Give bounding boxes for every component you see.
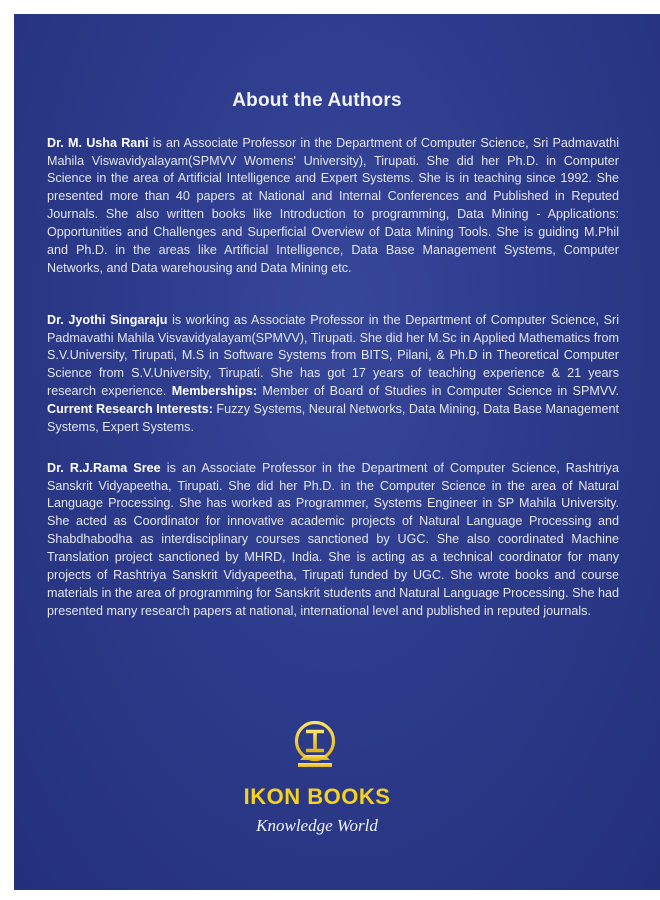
author-bio-1 bbox=[47, 135, 619, 278]
research-interests-text: Fuzzy Systems, Neural Networks, Data Mining, Data Base Management Systems, Expert Systems. bbox=[47, 402, 619, 435]
author-bio-2 bbox=[47, 312, 619, 437]
author-name: Dr. R.J.Rama Sree bbox=[47, 460, 161, 475]
back-cover bbox=[14, 14, 660, 890]
author-description: is working as Associate Professor in the Department of Computer Science, Sri Padmavathi Mahila Visvavidyalayam(SPMVV), Tirupati. She did her M.Sc in Applied Mathematics from S.V.University, Tirupati, M.S in Software Systems from BITS, Pilani, & Ph.D in Theoretical Computer Science from S.V.University, Tirupati. She has got 17 years of teaching experience & 21 years research experience. bbox=[47, 312, 619, 399]
author-bio-3 bbox=[47, 460, 619, 621]
ikon-books-logo-icon bbox=[292, 720, 338, 772]
research-interests-label: Current Research Interests: bbox=[47, 402, 213, 417]
section-heading: About the Authors bbox=[232, 90, 402, 111]
memberships-text: Member of Board of Studies in Computer Science in SPMVV. bbox=[257, 384, 619, 399]
author-name: Dr. M. Usha Rani bbox=[47, 135, 149, 150]
memberships-label: Memberships: bbox=[171, 384, 258, 399]
publisher-tagline: Knowledge World bbox=[256, 816, 378, 835]
author-description: is an Associate Professor in the Department of Computer Science, Sri Padmavathi Mahila Viswavidyalayam(SPMVV Womens' University), Tirupati. She did her Ph.D. in Computer Science in the area of Artificial Intelligence and Expert Systems. She is in teaching since 1992. She presented more than 40 papers at National and Internal Conferences and Published in Reputed Journals. She also written books like Introduction to programming, Data Mining - Applications: Opportunities and Challenges and Superficial Overview of Data Mining Tools. She is guiding M.Phil and Ph.D. in the areas like Artificial Intelligence, Data Base Management Systems, Computer Networks, and Data warehousing and Data Mining etc. bbox=[47, 135, 619, 275]
publisher-name: IKON BOOKS bbox=[243, 784, 391, 809]
author-name: Dr. Jyothi Singaraju bbox=[47, 312, 168, 327]
author-description: is an Associate Professor in the Department of Computer Science, Rashtriya Sanskrit Vidyapeetha, Tirupati. She did her Ph.D. in the Computer Science in the area of Natural Language Processing. She has worked as Programmer, Systems Engineer in SP Mahila University. She acted as Coordinator for innovative academic projects of Natural Language Processing and Shabdhabodha as interdisciplinary courses sanctioned by UGC. She also coordinated Machine Translation project sanctioned by MHRD, India. She is acting as a technical coordinator for many projects of Rashtriya Sanskrit Vidyapeetha, Tirupati funded by UGC. She wrote books and course materials in the area of programming for Sanskrit students and Natural Language Processing. She had presented many research papers at national, international level and published in reputed journals. bbox=[47, 460, 619, 618]
